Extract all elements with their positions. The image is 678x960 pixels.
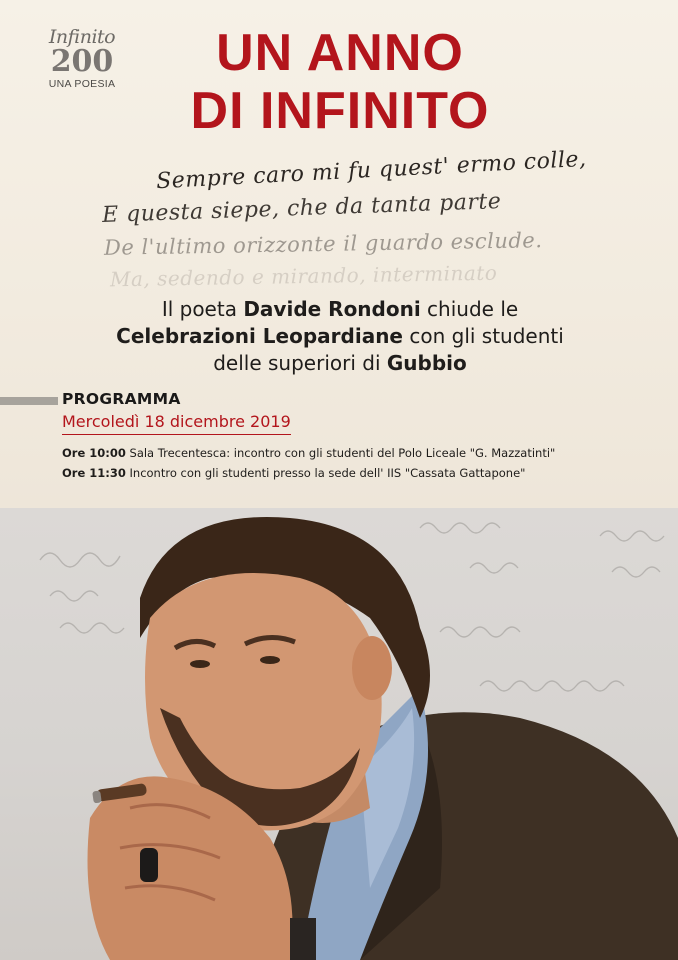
schedule-time: Ore 10:00 [62, 446, 126, 460]
schedule-time: Ore 11:30 [62, 466, 126, 480]
intro-text [60, 296, 620, 377]
poet-name: Davide Rondoni [243, 297, 421, 321]
intro-part: chiude le [420, 297, 519, 321]
manuscript-line-4: Ma, sedendo e mirando, interminato [109, 260, 498, 292]
city-name: Gubbio [386, 351, 467, 375]
poster-title [150, 24, 530, 140]
schedule-item [62, 446, 555, 460]
logo-subtitle: UNA POESIA [48, 78, 116, 90]
schedule-text: Incontro con gli studenti presso la sede dell' IIS "Cassata Gattapone" [125, 466, 526, 480]
logo-number: 200 [50, 44, 114, 79]
intro-part: delle superiori di [213, 351, 387, 375]
portrait-photo [0, 508, 678, 960]
infinito-200-logo [40, 26, 124, 90]
title-line-1: UN ANNO [216, 24, 464, 82]
schedule-item [62, 466, 525, 480]
program-label: PROGRAMMA [62, 390, 181, 408]
portrait-illustration [0, 508, 678, 960]
manuscript-handwriting [96, 146, 588, 292]
manuscript-line-2: E questa siepe, che da tanta parte [101, 189, 502, 228]
schedule-text: Sala Trecentesca: incontro con gli studenti del Polo Liceale "G. Mazzatinti" [125, 446, 556, 460]
intro-part: Il poeta [161, 297, 244, 321]
manuscript-line-3: De l'ultimo orizzonte il guardo esclude. [103, 228, 543, 260]
title-line-2: DI INFINITO [190, 82, 490, 140]
celebrazioni-name: Celebrazioni Leopardiane [116, 324, 403, 348]
intro-part: con gli studenti [403, 324, 564, 348]
logo-script-text: Infinito [48, 26, 116, 48]
program-date: Mercoledì 18 dicembre 2019 [62, 412, 291, 435]
manuscript-line-1: Sempre caro mi fu quest' ermo colle, [155, 146, 588, 195]
program-divider [0, 397, 58, 405]
